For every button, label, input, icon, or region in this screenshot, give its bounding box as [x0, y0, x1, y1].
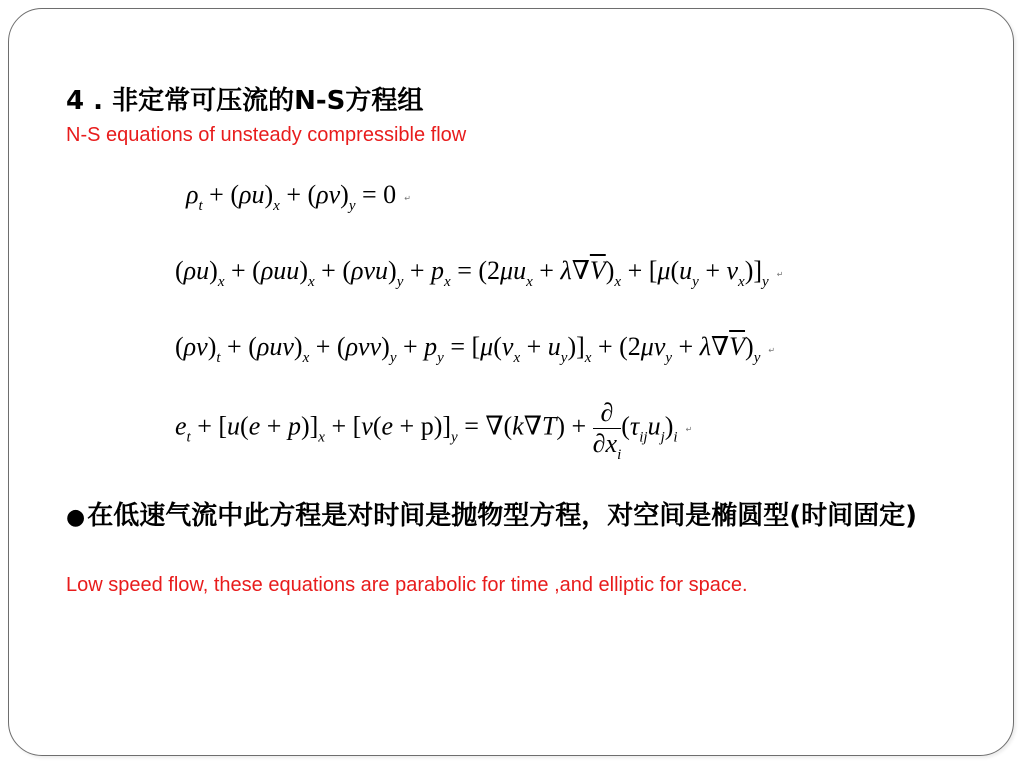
slide-subtitle: N-S equations of unsteady compressible flow [66, 124, 467, 146]
slide-caption: Low speed flow, these equations are parabolic for time ,and elliptic for space. [66, 574, 748, 596]
y-momentum-equation: $(\rho v)_t + (\rho uv)_x + (\rho vv)_y + p_y = [\mu(v_x + u_y)]_x + (2\mu v_y + \lambda\nabla\overline{V})_y$ ↵ [175, 332, 776, 366]
x-momentum-equation: $(\rho u)_x + (\rho uu)_x + (\rho vu)_y + p_x = (2\mu u_x + \lambda\nabla\overline{V})_x + [\mu(u_y + v_x)]_y$ ↵ [175, 256, 784, 290]
slide-frame [8, 8, 1014, 756]
slide-heading: 4 . 非定常可压流的N-S方程组 [66, 86, 424, 116]
continuity-equation: $\rho_t + (\rho u)_x + (\rho v)_y = 0$ ↵ [186, 180, 411, 214]
bullet-text: 在低速气流中此方程是对时间是抛物型方程，对空间是椭圆型(时间固定) [87, 501, 917, 531]
bullet-point [66, 497, 966, 537]
bullet-icon: ● [66, 505, 86, 530]
energy-equation: $e_t + [u(e + p)]_x + [v(e + p)]_y = \nabla(k\nabla T)$ + $\frac{\partial}{\partial x_i}$ $(\tau_{ij}u_j)_i$ ↵ [175, 398, 693, 463]
